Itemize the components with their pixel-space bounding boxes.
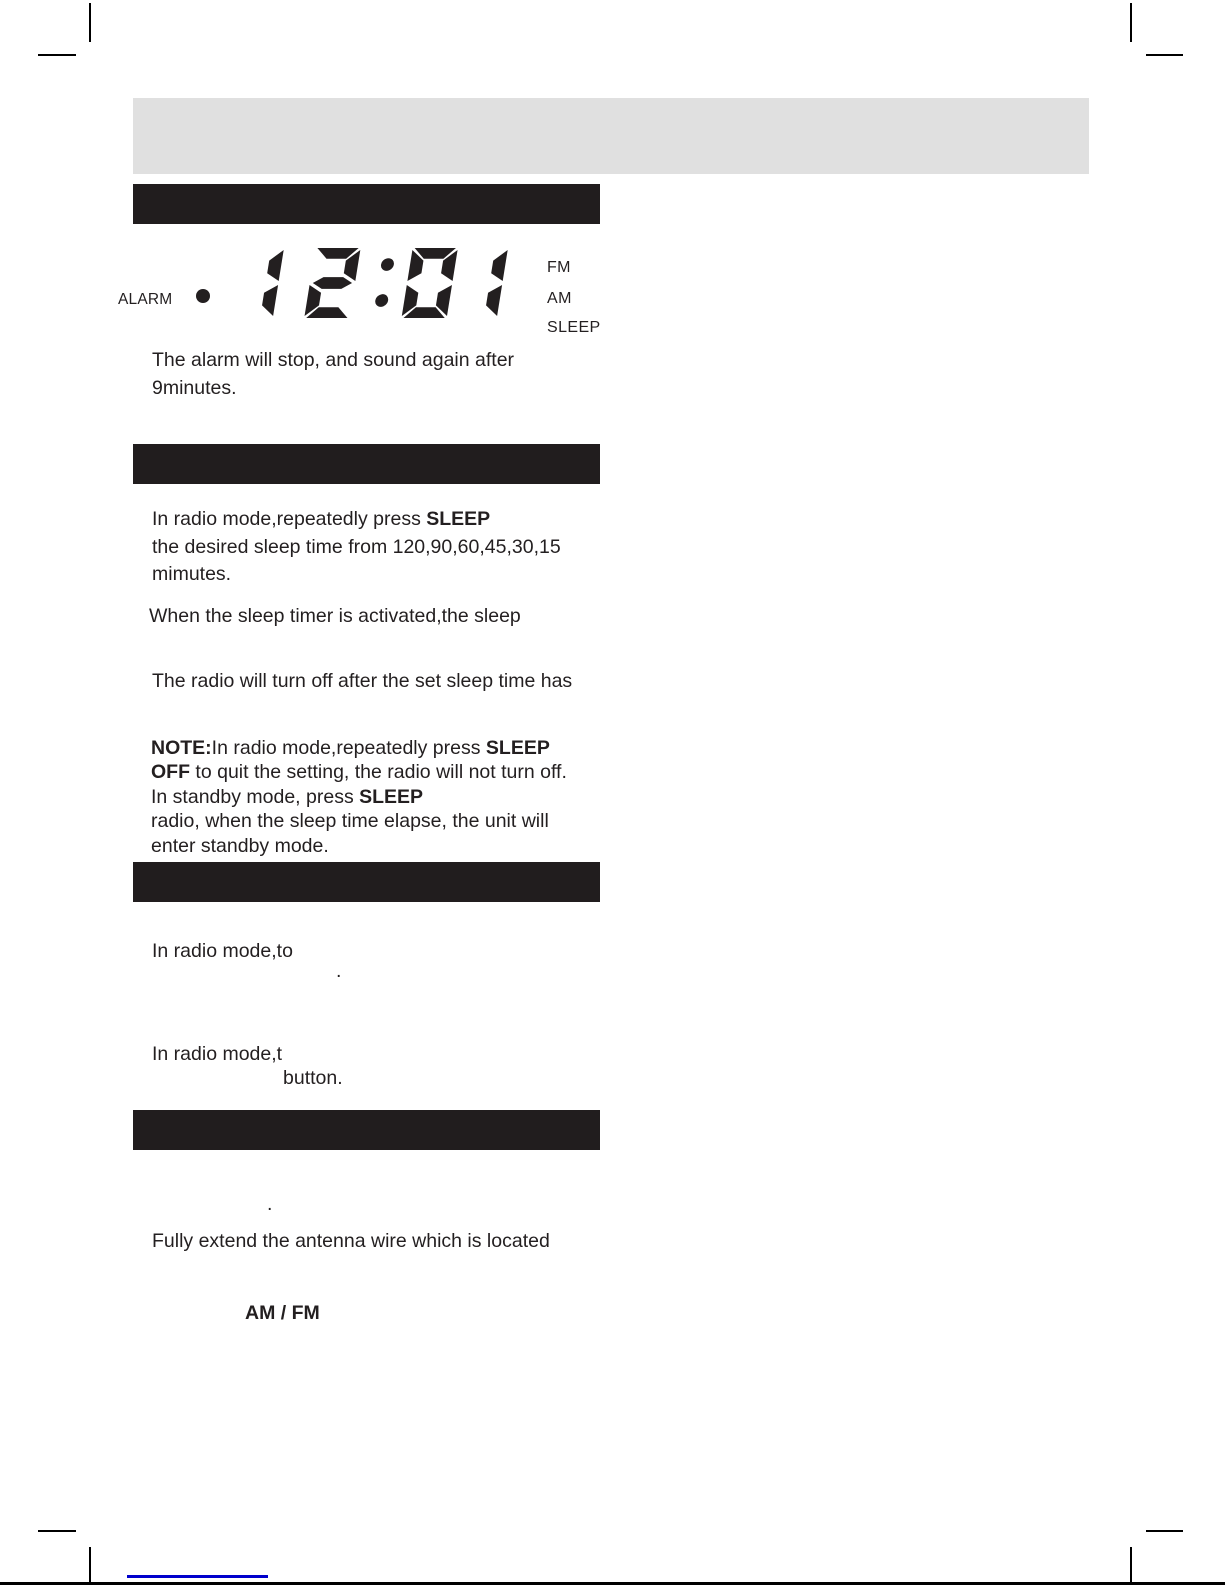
page-header-banner bbox=[133, 98, 1089, 174]
section-header-bar-snooze bbox=[133, 184, 600, 224]
band-label-am: AM bbox=[547, 290, 572, 307]
antenna-line1: Fully extend the antenna wire which is located bbox=[152, 1230, 550, 1252]
crop-mark-top-right-horizontal bbox=[1146, 54, 1183, 56]
sleep-keyword-2: SLEEP bbox=[485, 737, 550, 759]
crop-mark-bottom-left-vertical bbox=[89, 1547, 91, 1585]
band-label-fm: FM bbox=[547, 259, 571, 276]
sleep-paragraph-1 bbox=[152, 506, 561, 589]
footer-link-underline[interactable] bbox=[127, 1575, 268, 1578]
crop-mark-top-left-vertical bbox=[89, 3, 91, 42]
sleep-paragraph-2 bbox=[149, 603, 521, 631]
crop-mark-top-left-horizontal bbox=[38, 54, 76, 56]
sleep-keyword-3: SLEEP bbox=[359, 785, 424, 808]
sleep-p3-line1: The radio will turn off after the set sleep time has bbox=[152, 670, 573, 692]
crop-mark-bottom-right-vertical bbox=[1130, 1547, 1132, 1585]
antenna-period-glyph: . bbox=[267, 1193, 273, 1215]
tuning-p1-period-glyph: . bbox=[336, 960, 342, 982]
tuning-p1-line1: In radio mode,to bbox=[152, 940, 293, 962]
tuning-p1-period bbox=[336, 958, 341, 986]
snooze-line2: 9minutes. bbox=[152, 376, 237, 399]
antenna-band-line bbox=[245, 1300, 320, 1328]
tuning-paragraph-1 bbox=[152, 938, 293, 966]
alarm-indicator-dot bbox=[196, 289, 210, 303]
antenna-paragraph bbox=[152, 1228, 550, 1256]
sleep-p1-line2: the desired sleep time from 120,90,60,45,30,15 bbox=[152, 535, 561, 558]
note-line4: radio, when the sleep time elapse, the unit will bbox=[151, 810, 549, 833]
sleep-p2-line1: When the sleep timer is activated,the sleep bbox=[149, 605, 521, 627]
crop-mark-top-right-vertical bbox=[1130, 3, 1132, 42]
sleep-note-paragraph bbox=[151, 736, 567, 858]
tuning-p2-suffix bbox=[283, 1065, 343, 1093]
snooze-paragraph bbox=[152, 347, 514, 402]
crop-mark-bottom-right-horizontal bbox=[1146, 1530, 1183, 1532]
sleep-keyword: SLEEP bbox=[426, 508, 491, 530]
sleep-p1-line3: mimutes. bbox=[152, 563, 232, 585]
note-line2-rest: to quit the setting, the radio will not turn off. bbox=[190, 761, 567, 784]
am-fm-keyword: AM / FM bbox=[245, 1302, 320, 1324]
note-line1-mid: In radio mode,repeatedly press bbox=[211, 737, 486, 759]
section-header-bar-tuning bbox=[133, 862, 600, 902]
tuning-p2-line1: In radio mode,t bbox=[152, 1043, 283, 1065]
sleep-paragraph-3 bbox=[152, 668, 572, 696]
antenna-period bbox=[267, 1191, 272, 1219]
crop-mark-bottom-left-horizontal bbox=[38, 1530, 76, 1532]
note-keyword: NOTE: bbox=[151, 737, 212, 759]
note-line3-pre: In standby mode, press bbox=[151, 785, 360, 808]
band-label-sleep: SLEEP bbox=[547, 319, 601, 336]
alarm-label: ALARM bbox=[118, 291, 173, 308]
sleep-p1-line1-pre: In radio mode,repeatedly press bbox=[152, 508, 427, 530]
snooze-line1: The alarm will stop, and sound again after bbox=[152, 349, 515, 371]
seven-segment-time bbox=[228, 248, 508, 318]
note-line5: enter standby mode. bbox=[151, 834, 329, 857]
section-header-bar-sleep bbox=[133, 444, 600, 484]
tuning-paragraph-2 bbox=[152, 1041, 282, 1069]
tuning-p2-suffix-text: button. bbox=[283, 1067, 343, 1089]
off-keyword: OFF bbox=[151, 761, 190, 784]
section-header-bar-antenna bbox=[133, 1110, 600, 1150]
